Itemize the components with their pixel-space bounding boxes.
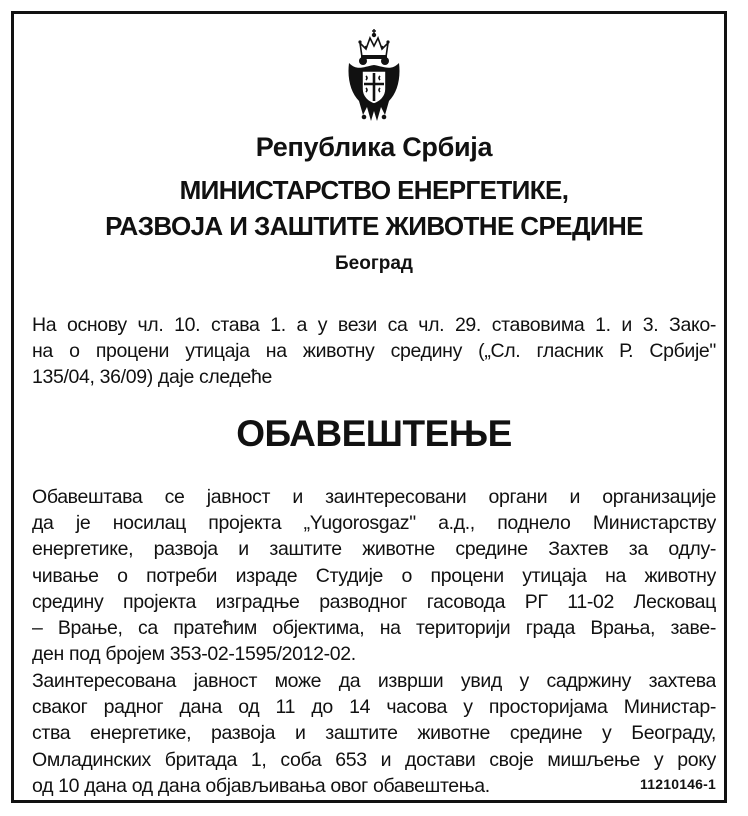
paragraph-line: Обавештава се јавност и заинтересовани органи и организације: [32, 486, 716, 508]
ministry-line-1: МИНИСТАРСТВО ЕНЕРГЕТИКЕ,: [179, 175, 569, 205]
paragraph-line: ден под бројем 353-02-1595/2012-02.: [32, 643, 356, 666]
notice-paragraph-2: [32, 668, 716, 799]
paragraph-line: чивање о потреби израде Студије о процени утицаја на животну: [32, 564, 716, 587]
country-heading: Република Србија: [255, 132, 493, 162]
notice-paragraph-1: [32, 484, 716, 667]
intro-line: На основу чл. 10. става 1. а у вези са чл. 29. ставовима 1. и 3. Зако-: [32, 314, 716, 336]
serbian-coat-of-arms-icon: [345, 27, 403, 125]
paragraph-line: сваког радног дана од 11 до 14 часова у просторијама Министар-: [32, 696, 716, 719]
paragraph-line: Омладинских бритада 1, соба 653 и достави своје мишљење у року: [32, 748, 716, 771]
intro-line: 135/04, 36/09) даје следеће: [32, 366, 273, 389]
paragraph-line: енергетике, развоја и заштите животне средине Захтев за одлу-: [32, 538, 716, 561]
ad-code: 11210146-1: [640, 776, 716, 792]
ministry-heading: [14, 172, 734, 244]
paragraph-line: да је носилац пројекта „Yugorosgaz" а.д., поднело Министарству: [32, 512, 716, 535]
paragraph-line: – Врање, са пратећим објектима, на територији града Врања, заве-: [32, 617, 716, 640]
city-heading: Београд: [335, 253, 413, 274]
paragraph-line: Заинтересована јавност може да изврши увид у садржину захтева: [32, 670, 716, 692]
paragraph-line: средину пројекта изградње разводног гасовода РГ 11-02 Лесковац: [32, 590, 716, 613]
notice-title: ОБАВЕШТЕЊЕ: [236, 413, 512, 454]
intro-paragraph: [32, 312, 716, 391]
intro-line: на о процени утицаја на животну средину („Сл. гласник Р. Србије": [32, 340, 716, 363]
paragraph-line: од 10 дана од дана објављивања овог обавештења.: [32, 774, 490, 797]
paragraph-line: ства енергетике, развоја и заштите животне средине у Београду,: [32, 722, 716, 745]
ministry-line-2: РАЗВОЈА И ЗАШТИТЕ ЖИВОТНЕ СРЕДИНЕ: [105, 211, 643, 241]
